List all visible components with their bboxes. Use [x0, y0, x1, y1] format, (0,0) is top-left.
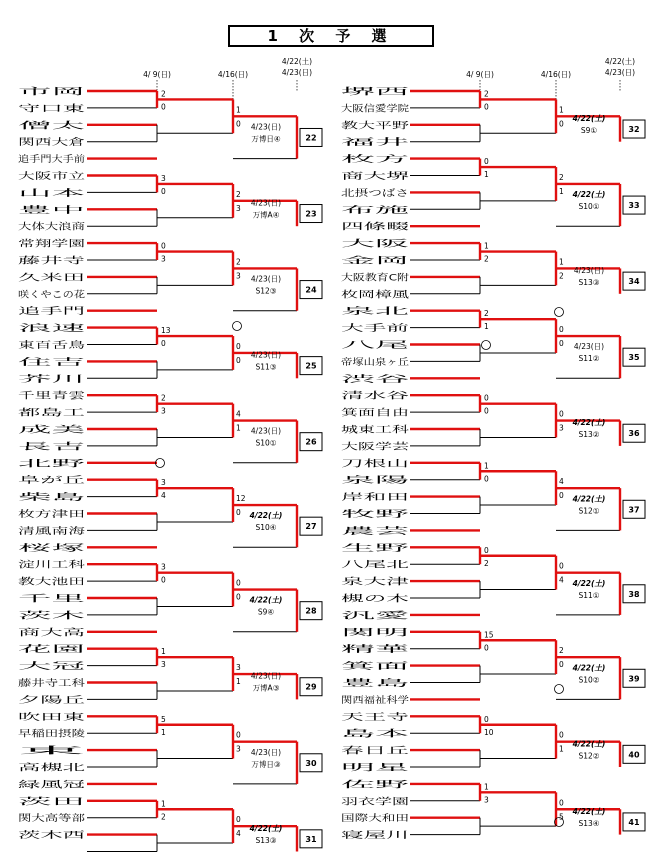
team-name: 守口東 — [18, 104, 46, 115]
score: 3 — [484, 795, 489, 805]
team-name: 刀根山 — [341, 459, 369, 470]
team-name: 大阪信愛学院 — [341, 104, 396, 115]
game-date: 4/23(日) — [573, 266, 605, 276]
team-name: 枚岡樟風 — [341, 290, 378, 301]
team-name: 清水谷 — [341, 391, 369, 402]
team-name: 金岡 — [341, 256, 360, 267]
team-name: 追手門 — [18, 307, 46, 318]
game-number: 23 — [305, 209, 317, 219]
score: 13 — [161, 326, 171, 336]
team-name: 藤井寺 — [18, 256, 46, 267]
team-name: 商大高 — [18, 628, 46, 639]
score: 0 — [236, 508, 241, 518]
game-number: 28 — [305, 606, 317, 616]
score: 3 — [161, 478, 166, 488]
game-venue: S11① — [578, 590, 600, 600]
score: 0 — [236, 355, 241, 365]
game-venue: S9① — [580, 126, 598, 136]
team-name: 泉大津 — [341, 577, 369, 588]
score: 1 — [161, 727, 166, 737]
score: 1 — [484, 241, 489, 251]
game-date: 4/22(土) — [249, 595, 283, 605]
game-venue: S10① — [255, 438, 277, 448]
score: 2 — [559, 172, 564, 182]
score: 1 — [559, 105, 564, 115]
score: 3 — [236, 744, 241, 754]
game-date: 4/22(土) — [249, 511, 283, 521]
game-date: 4/23(日) — [250, 274, 282, 284]
game-number: 30 — [305, 758, 317, 768]
team-name: 淀川工科 — [18, 560, 55, 571]
score: 0 — [484, 157, 489, 167]
game-venue: S12② — [578, 751, 600, 761]
score: 2 — [236, 257, 241, 267]
team-name: 八尾北 — [341, 560, 369, 571]
team-name: 大体大浪商 — [18, 222, 64, 233]
score: 0 — [484, 714, 489, 724]
game-venue: S10② — [578, 675, 600, 685]
team-name: 豊島 — [341, 679, 360, 689]
game-venue: S9④ — [257, 607, 275, 617]
score: 2 — [484, 89, 489, 99]
score: 0 — [484, 406, 489, 416]
team-name: 芥川 — [18, 374, 37, 385]
team-name: 牧野 — [341, 510, 360, 520]
score: 1 — [559, 186, 564, 196]
team-name: 箕面自由 — [341, 408, 378, 419]
score: 4 — [559, 477, 564, 487]
team-name: 夕陽丘 — [18, 695, 46, 706]
team-name: 東 — [18, 746, 28, 757]
score: 4 — [559, 575, 564, 585]
score: 1 — [236, 423, 241, 433]
game-venue: S13② — [578, 430, 600, 440]
team-name: 佐野 — [341, 780, 360, 791]
score: 2 — [484, 254, 489, 264]
team-name: 槻の木 — [341, 594, 369, 605]
team-name: 千里青雲 — [18, 391, 55, 402]
game-date: 4/23(日) — [250, 198, 282, 208]
team-name: 千里 — [18, 594, 37, 605]
game-venue: S12① — [578, 506, 600, 516]
game-date: 4/22(土) — [572, 806, 606, 816]
team-name: 大冠 — [18, 662, 37, 673]
score: 3 — [161, 660, 166, 670]
game-date: 4/22(土) — [572, 418, 606, 428]
score: 0 — [236, 815, 241, 825]
team-name: 教大平野 — [341, 121, 378, 132]
team-name: 北野 — [18, 459, 37, 470]
game-date: 4/22(土) — [572, 578, 606, 588]
team-name: 茨木西 — [18, 831, 46, 842]
game-number: 35 — [628, 353, 640, 363]
team-name: 成美 — [18, 425, 37, 436]
game-number: 24 — [305, 285, 317, 295]
team-name: 枚方 — [341, 155, 360, 166]
game-date: 4/22(土) — [249, 823, 283, 833]
game-number: 29 — [305, 682, 317, 692]
score: 0 — [484, 643, 489, 653]
score: 3 — [161, 562, 166, 572]
game-date: 4/23(日) — [250, 747, 282, 757]
team-name: 浪速 — [18, 324, 37, 335]
score: 4 — [236, 829, 241, 839]
team-name: 渋谷 — [341, 374, 360, 385]
team-name: 北摂つばさ — [341, 188, 387, 199]
team-name: 関西福祉科学 — [341, 695, 396, 706]
team-name: 明星 — [341, 763, 360, 774]
round-header-3b: 4/23(日) — [281, 68, 313, 77]
game-venue: S13③ — [255, 835, 277, 845]
game-number: 22 — [305, 133, 317, 143]
team-name: 東百舌鳥 — [18, 341, 55, 351]
score: 1 — [484, 322, 489, 332]
team-name: 花園 — [18, 645, 37, 656]
team-name: 天王寺 — [341, 712, 369, 723]
score: 0 — [161, 339, 166, 349]
team-name: 藤井寺工科 — [18, 679, 64, 689]
score: 3 — [236, 271, 241, 281]
score: 4 — [161, 491, 166, 501]
team-name: 清風南海 — [18, 526, 55, 537]
score: 0 — [236, 119, 241, 129]
score: 12 — [236, 494, 246, 504]
game-number: 36 — [628, 429, 640, 439]
team-name: 僧太 — [18, 121, 37, 132]
score: 1 — [559, 744, 564, 754]
team-name: 大阪学芸 — [341, 442, 378, 453]
team-name: 久米田 — [18, 273, 46, 284]
team-name: 島本 — [341, 729, 360, 740]
team-name: 大手前 — [341, 324, 369, 335]
team-name: 咲くやこの花 — [18, 290, 73, 301]
game-venue: S10④ — [255, 523, 277, 533]
team-name: 汎愛 — [341, 611, 360, 622]
score: 3 — [236, 663, 241, 673]
score: 3 — [161, 406, 166, 416]
team-name: 豊中 — [18, 205, 37, 216]
score: 0 — [559, 409, 564, 419]
team-name: 住吉 — [18, 357, 37, 368]
score: 5 — [559, 812, 564, 822]
score: 2 — [236, 189, 241, 199]
score: 1 — [484, 782, 489, 792]
round-header-1: 4/ 9(日) — [466, 70, 494, 79]
team-name: 茨木 — [18, 611, 37, 622]
team-name: 教大池田 — [18, 577, 55, 588]
score: 1 — [161, 647, 166, 657]
game-venue: S13③ — [578, 278, 600, 288]
team-name: 春日丘 — [341, 746, 369, 757]
team-name: 精華 — [341, 645, 360, 656]
round-header-3a: 4/22(土) — [604, 57, 636, 66]
team-name: 茨田 — [18, 797, 37, 808]
score: 0 — [161, 575, 166, 585]
circle-marker — [555, 685, 564, 694]
score: 3 — [236, 203, 241, 213]
round-header-2: 4/16(日) — [217, 70, 249, 79]
round-header-3a: 4/22(土) — [281, 57, 313, 66]
score: 0 — [559, 339, 564, 349]
team-name: 早稲田摂陵 — [18, 729, 64, 740]
game-number: 25 — [305, 361, 317, 371]
team-name: 岸和田 — [341, 493, 369, 504]
score: 0 — [559, 730, 564, 740]
score: 1 — [236, 677, 241, 687]
team-name: 寝屋川 — [341, 831, 369, 842]
team-name: 羽衣学園 — [341, 797, 378, 808]
score: 15 — [484, 630, 494, 640]
score: 2 — [161, 89, 166, 99]
circle-marker — [555, 308, 564, 317]
score: 3 — [161, 173, 166, 183]
team-name: 緑風冠 — [18, 780, 46, 791]
score: 0 — [559, 561, 564, 571]
score: 0 — [236, 341, 241, 351]
team-name: 帝塚山泉ヶ丘 — [341, 357, 396, 368]
team-name: 泉北 — [341, 307, 360, 318]
score: 3 — [161, 254, 166, 264]
score: 0 — [484, 393, 489, 403]
game-venue: S11② — [578, 354, 600, 364]
team-name: 柴島 — [18, 493, 37, 504]
team-name: 生野 — [341, 543, 360, 554]
team-name: 八尾 — [341, 341, 360, 351]
score: 2 — [484, 309, 489, 319]
game-number: 37 — [628, 505, 640, 515]
score: 2 — [559, 271, 564, 281]
game-number: 26 — [305, 437, 317, 447]
game-date: 4/23(日) — [250, 426, 282, 436]
team-name: 農芸 — [341, 526, 360, 537]
score: 1 — [161, 799, 166, 809]
game-date: 4/22(土) — [572, 663, 606, 673]
team-name: 高槻北 — [18, 763, 46, 774]
team-name: 阜が丘 — [18, 476, 46, 487]
page-title: 1 次 予 選 — [228, 25, 434, 47]
team-name: 箕面 — [341, 662, 360, 673]
team-name: 関大高等部 — [18, 814, 64, 825]
score: 0 — [236, 730, 241, 740]
score: 0 — [559, 119, 564, 129]
score: 10 — [484, 727, 494, 737]
team-name: 福井 — [341, 138, 360, 149]
team-name: 追手門大手前 — [18, 155, 73, 166]
score: 0 — [559, 660, 564, 670]
game-venue: S11③ — [255, 362, 277, 372]
team-name: 桜塚 — [18, 543, 37, 554]
game-number: 38 — [628, 589, 640, 599]
game-number: 33 — [628, 201, 640, 211]
score: 0 — [161, 186, 166, 196]
score: 0 — [236, 592, 241, 602]
team-name: 常翔学園 — [18, 239, 55, 250]
team-name: 長吉 — [18, 442, 37, 453]
game-venue: S10① — [578, 202, 600, 212]
game-date: 4/23(日) — [250, 671, 282, 681]
team-name: 関西大倉 — [18, 138, 55, 149]
team-name: 商大堺 — [341, 172, 369, 182]
score: 1 — [484, 461, 489, 471]
game-venue: 万博日④ — [251, 134, 281, 144]
team-name: 山本 — [18, 188, 37, 199]
game-number: 34 — [628, 277, 640, 287]
score: 5 — [161, 714, 166, 724]
game-number: 41 — [628, 817, 640, 827]
game-number: 32 — [628, 125, 640, 135]
team-name: 都島工 — [18, 408, 46, 419]
score: 2 — [484, 558, 489, 568]
round-header-1: 4/ 9(日) — [143, 70, 171, 79]
team-name: 関明 — [341, 628, 360, 639]
circle-marker — [482, 341, 491, 350]
game-venue: 万博日③ — [251, 759, 281, 769]
score: 0 — [559, 798, 564, 808]
game-venue: S12③ — [255, 286, 277, 296]
team-name: 大阪 — [341, 239, 360, 250]
score: 0 — [484, 102, 489, 112]
game-venue: S13④ — [578, 818, 600, 828]
score: 4 — [236, 409, 241, 419]
score: 2 — [161, 812, 166, 822]
team-name: 市岡 — [18, 87, 37, 98]
team-name: 布施 — [341, 205, 360, 216]
game-date: 4/22(土) — [572, 114, 606, 124]
team-name: 国際大和田 — [341, 814, 387, 825]
team-name: 吹田東 — [18, 712, 46, 723]
game-date: 4/22(土) — [572, 190, 606, 200]
score: 3 — [559, 423, 564, 433]
game-date: 4/23(日) — [250, 122, 282, 132]
game-number: 27 — [305, 522, 317, 532]
game-venue: 万博A④ — [252, 210, 280, 220]
score: 0 — [161, 102, 166, 112]
score: 0 — [484, 474, 489, 484]
team-name: 城東工科 — [341, 425, 378, 436]
score: 0 — [236, 578, 241, 588]
score: 0 — [559, 491, 564, 501]
team-name: 泉陽 — [341, 476, 360, 487]
game-date: 4/22(土) — [572, 494, 606, 504]
team-name: 枚方津田 — [18, 510, 55, 520]
game-number: 40 — [628, 750, 640, 760]
score: 2 — [161, 393, 166, 403]
game-venue: 万博A③ — [252, 683, 280, 693]
score: 2 — [559, 646, 564, 656]
team-name: 大阪教育C附 — [341, 273, 393, 284]
score: 0 — [484, 545, 489, 555]
score: 0 — [559, 325, 564, 335]
score: 1 — [236, 105, 241, 115]
score: 0 — [161, 241, 166, 251]
game-date: 4/23(日) — [573, 342, 605, 352]
game-number: 31 — [305, 834, 317, 844]
team-name: 四條畷 — [341, 222, 369, 233]
team-name: 堺西 — [341, 87, 360, 98]
game-number: 39 — [628, 674, 640, 684]
round-header-3b: 4/23(日) — [604, 68, 636, 77]
game-date: 4/23(日) — [250, 350, 282, 360]
game-date: 4/22(土) — [572, 739, 606, 749]
circle-marker — [233, 322, 242, 331]
score: 1 — [559, 257, 564, 267]
round-header-2: 4/16(日) — [540, 70, 572, 79]
team-name: 大阪市立 — [18, 172, 55, 182]
score: 1 — [484, 170, 489, 180]
